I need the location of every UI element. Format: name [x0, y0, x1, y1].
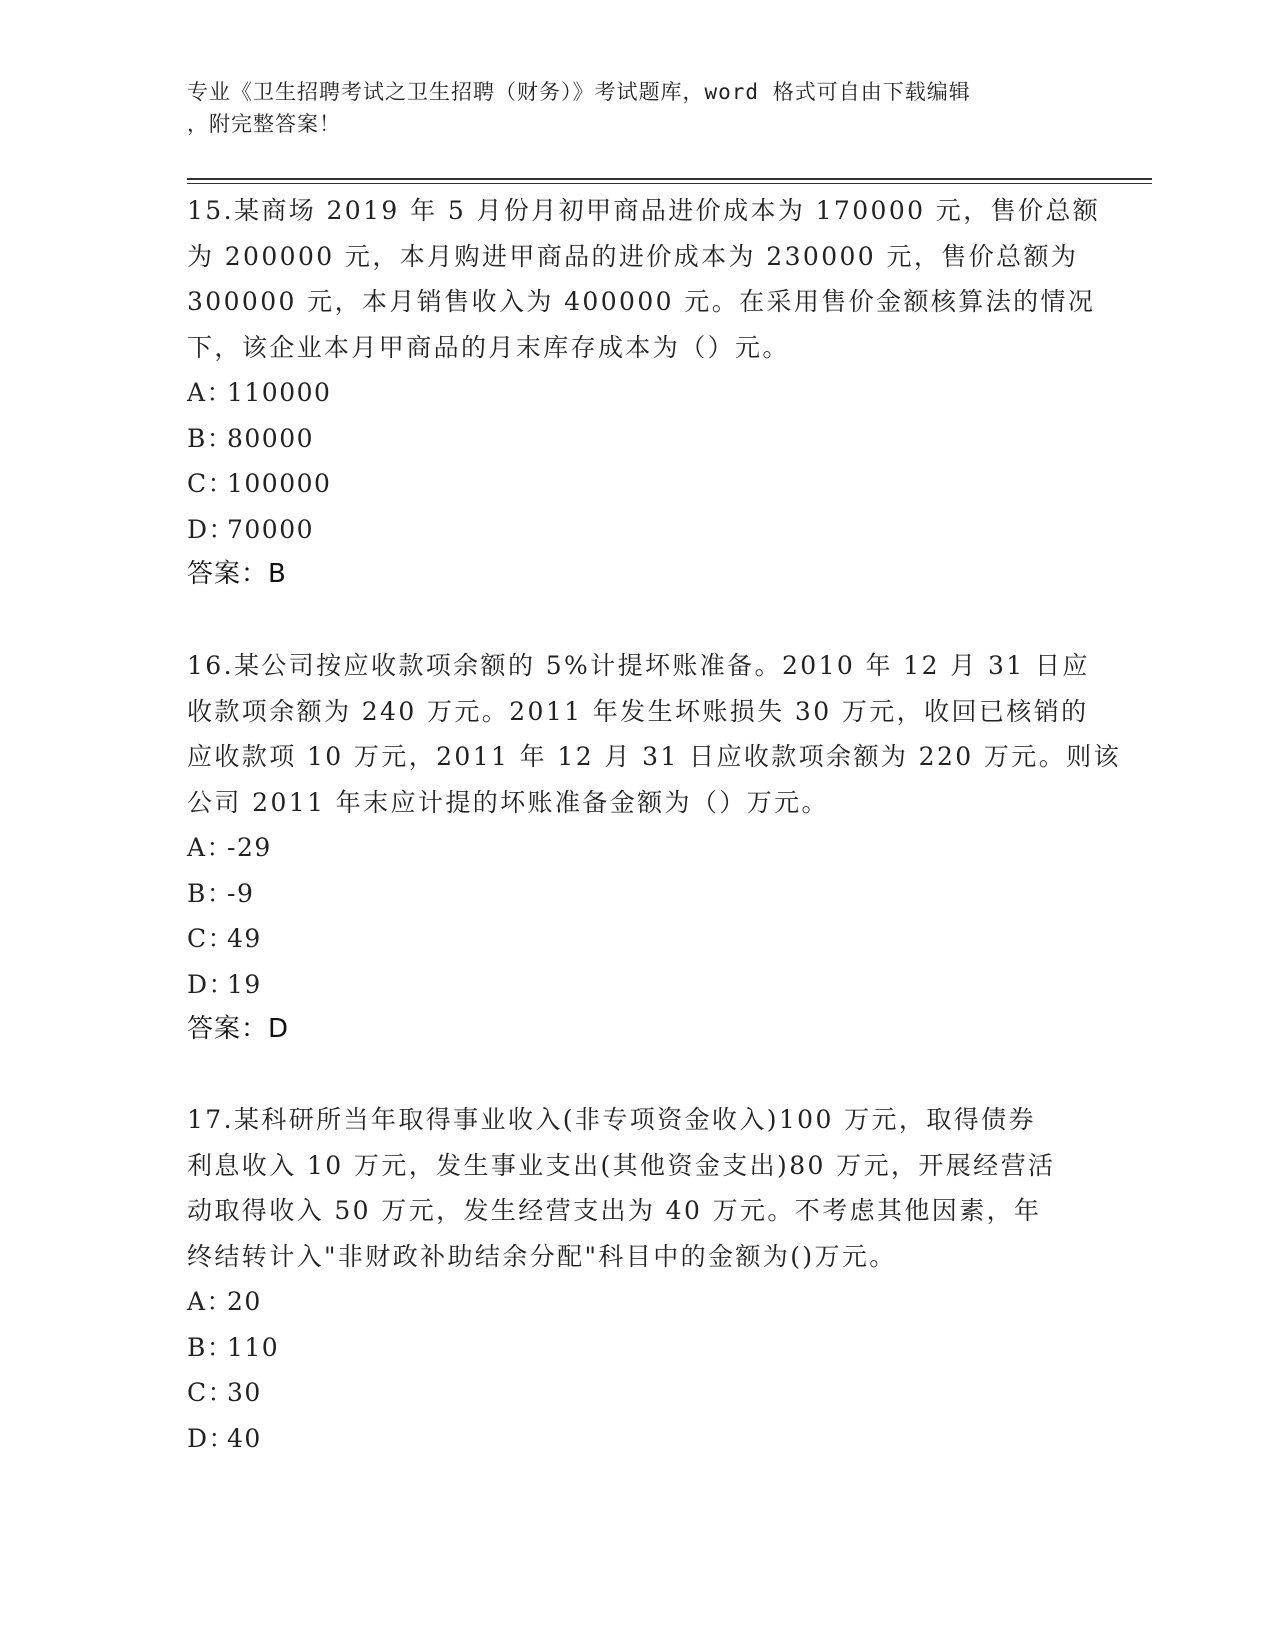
option-key: A： [187, 833, 234, 862]
stem-line: 收款项余额为 240 万元。2011 年发生坏账损失 30 万元，收回已核销的 [187, 696, 1089, 726]
option-value: 19 [227, 969, 262, 999]
option-d [187, 1416, 1087, 1462]
option-key: C： [187, 924, 235, 953]
option-list [187, 825, 1087, 1007]
option-value: 30 [227, 1378, 262, 1407]
option-b [187, 871, 1087, 917]
option-key: B： [187, 1332, 234, 1362]
header-line: ，附完整答案！ [187, 112, 341, 136]
option-value: 70000 [227, 514, 315, 544]
option-list [187, 1279, 1087, 1461]
option-a [187, 370, 1087, 416]
option-key: D： [187, 514, 236, 544]
stem-line: 下，该企业本月甲商品的月末库存成本为（）元。 [187, 332, 790, 362]
option-key: D： [187, 969, 236, 999]
option-value: 80000 [227, 423, 315, 453]
option-d [187, 507, 1087, 553]
stem-line: 终结转计入"非财政补助结余分配"科目中的金额为()万元。 [187, 1241, 897, 1271]
option-key: A： [187, 1287, 234, 1316]
question-stem [187, 643, 1121, 825]
question-stem [187, 1097, 1087, 1279]
stem-line: 动取得收入 50 万元，发生经营支出为 40 万元。不考虑其他因素，年 [187, 1196, 1042, 1225]
stem-line: 15.某商场 2019 年 5 月份月初甲商品进价成本为 170000 元，售价总额 [187, 196, 1101, 225]
option-value: 40 [227, 1423, 262, 1453]
option-a [187, 825, 1087, 871]
option-key: A： [187, 378, 234, 407]
option-list [187, 370, 1087, 552]
option-c [187, 1370, 1087, 1416]
option-c [187, 461, 1087, 507]
header-line: 专业《卫生招聘考试之卫生招聘（财务）》考试题库，word 格式可自由下载编辑 [187, 80, 971, 104]
option-a [187, 1279, 1087, 1325]
stem-line: 利息收入 10 万元，发生事业支出(其他资金支出)80 万元，开展经营活 [187, 1150, 1056, 1180]
question-17 [187, 1097, 1087, 1461]
option-value: -29 [227, 833, 272, 862]
option-key: C： [187, 1378, 235, 1407]
option-key: B： [187, 878, 234, 908]
option-value: 110 [227, 1332, 280, 1362]
answer-line: 答案：B [187, 559, 287, 589]
option-key: B： [187, 423, 234, 453]
option-key: D： [187, 1423, 236, 1453]
question-stem [187, 188, 1101, 370]
option-value: 20 [227, 1287, 262, 1316]
stem-line: 16.某公司按应收款项余额的 5%计提坏账准备。2010 年 12 月 31 日应 [187, 651, 1090, 680]
answer-line: 答案：D [187, 1014, 290, 1044]
option-value: -9 [227, 878, 255, 908]
stem-line: 应收款项 10 万元，2011 年 12 月 31 日应收款项余额为 220 万元。则该 [187, 742, 1121, 771]
stem-line: 300000 元，本月销售收入为 400000 元。在采用售价金额核算法的情况 [187, 287, 1096, 316]
document-header [187, 76, 1067, 140]
header-divider-thin [187, 183, 1152, 184]
stem-line: 公司 2011 年末应计提的坏账准备金额为（）万元。 [187, 787, 829, 817]
question-16 [187, 643, 1121, 1053]
option-key: C： [187, 469, 235, 498]
header-divider [187, 178, 1152, 180]
option-c [187, 916, 1087, 962]
option-value: 49 [227, 924, 262, 953]
question-15 [187, 188, 1101, 598]
option-b [187, 416, 1087, 462]
stem-line: 17.某科研所当年取得事业收入(非专项资金收入)100 万元，取得债券 [187, 1105, 1036, 1134]
option-b [187, 1325, 1087, 1371]
option-d [187, 962, 1087, 1008]
stem-line: 为 200000 元，本月购进甲商品的进价成本为 230000 元，售价总额为 [187, 241, 1079, 271]
option-value: 100000 [227, 469, 332, 498]
option-value: 110000 [227, 378, 332, 407]
